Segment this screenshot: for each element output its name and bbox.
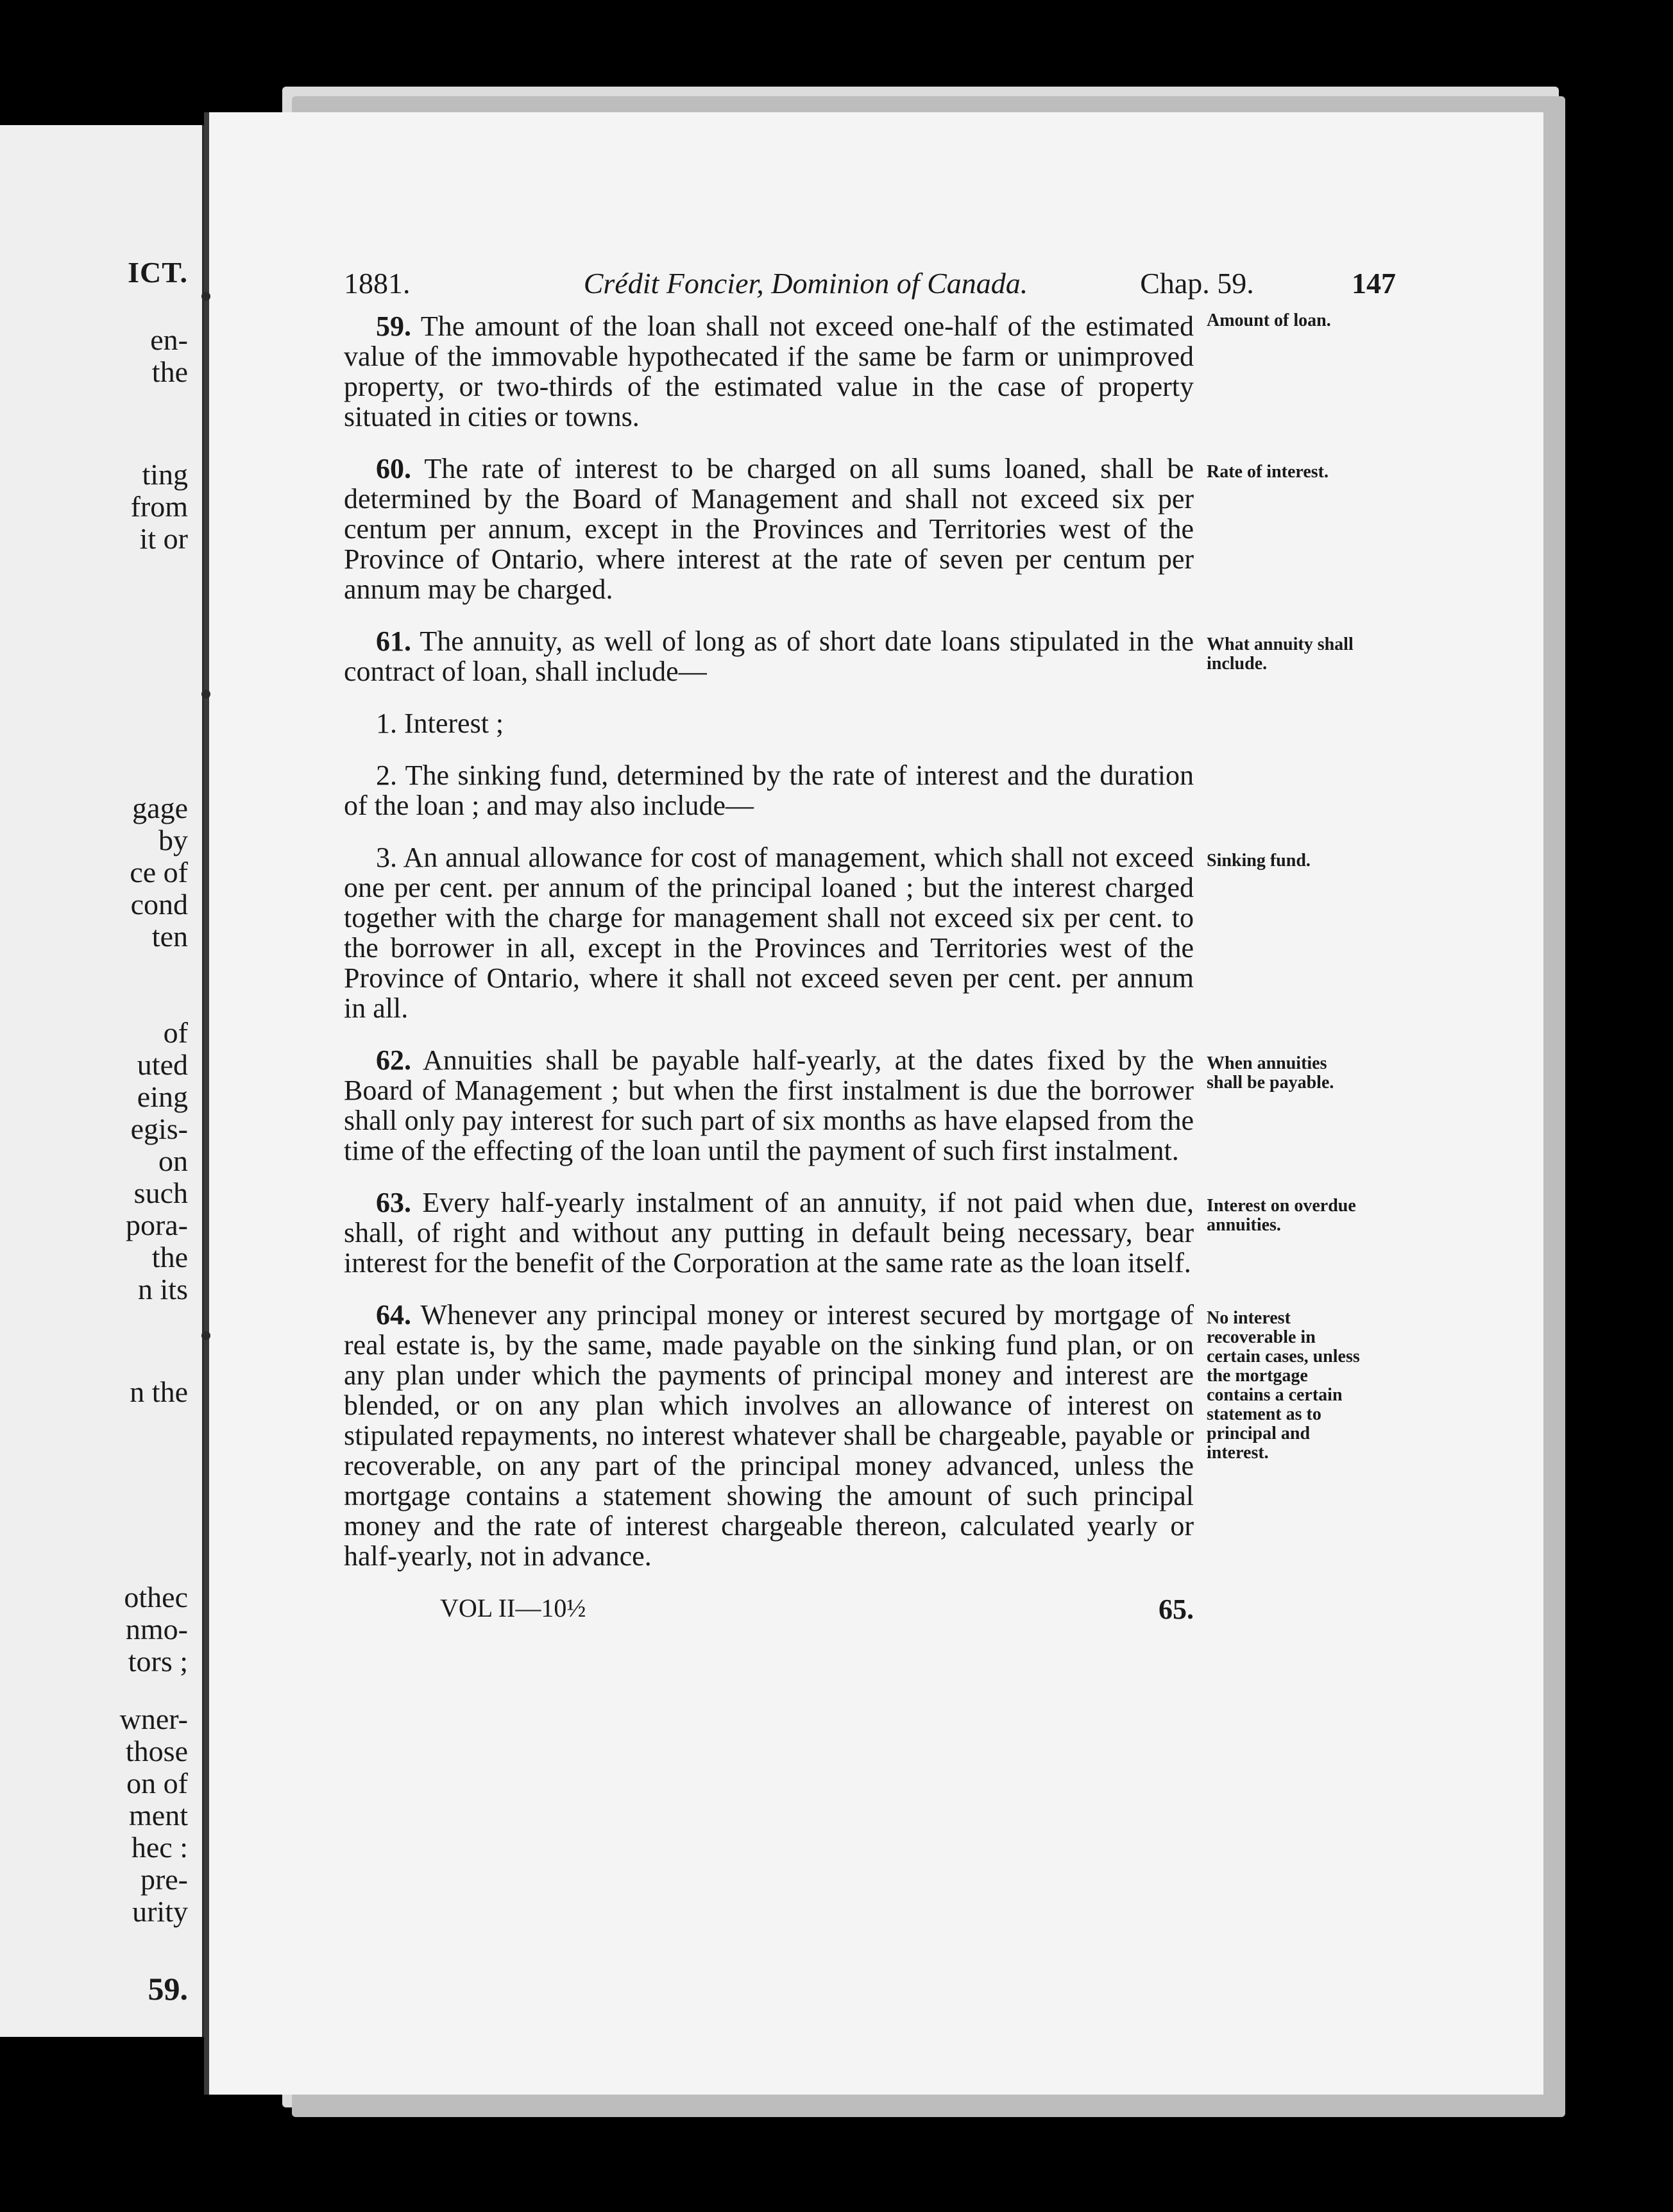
left-page-line: pora-	[125, 1209, 188, 1241]
section-number: 62.	[376, 1044, 411, 1076]
left-page-line: egis-	[130, 1112, 188, 1145]
section-62	[344, 1045, 1428, 1166]
left-page-line: hec :	[131, 1831, 188, 1864]
section-body	[344, 1187, 1194, 1278]
main-page	[204, 112, 1543, 2095]
header-chapter: Chap. 59.	[1140, 267, 1254, 300]
left-page-line: pre-	[140, 1863, 188, 1896]
left-page-footer-number: 59.	[148, 1971, 188, 2007]
header-year: 1881.	[344, 267, 411, 300]
margin-note: When annuities shall be payable.	[1207, 1053, 1334, 1093]
list-item-3	[344, 842, 1428, 1023]
left-page-line: of	[163, 1016, 188, 1049]
left-page-line: wner-	[119, 1703, 188, 1735]
left-page-line: cond	[130, 888, 188, 921]
header-page-number: 147	[1352, 267, 1396, 300]
left-page-line: tors ;	[128, 1645, 188, 1678]
section-number: 60.	[376, 453, 411, 484]
left-page-fragment	[0, 125, 206, 2037]
section-61	[344, 626, 1428, 686]
list-item-text: 2. The sinking fund, determined by the rate of interest and the duration of the loan ; and may also include—	[344, 760, 1194, 821]
section-text: The annuity, as well of long as of short date loans stipulated in the contract of loan, shall include—	[344, 625, 1194, 687]
left-page-line: eing	[137, 1080, 188, 1113]
left-page-line: ten	[151, 920, 188, 953]
sheet-number: 65.	[1159, 1594, 1194, 1625]
section-number: 64.	[376, 1299, 411, 1331]
left-page-line: nmo-	[125, 1613, 188, 1646]
section-text: The rate of interest to be charged on all sums loaned, shall be determined by the Board of Management and shall not exceed six per centum per annum, except in the Provinces and Territories west of the Province of Ontario, where interest at the rate of seven per centum per annum may be charged.	[344, 453, 1194, 605]
left-page-line: ting	[142, 458, 188, 491]
page-content	[344, 266, 1428, 1631]
margin-note: Sinking fund.	[1207, 851, 1311, 871]
header-title: Crédit Foncier, Dominion of Canada.	[583, 267, 1028, 300]
section-63	[344, 1187, 1428, 1278]
left-page-line: by	[158, 824, 188, 856]
binding-stitch-mark	[201, 1331, 210, 1340]
running-header	[344, 266, 1396, 311]
left-page-line: urity	[132, 1895, 188, 1928]
left-page-line: the	[151, 1241, 188, 1273]
list-item-text: 3. An annual allowance for cost of management, which shall not exceed one per cent. per annum of the principal loaned ; but the interest charged together with the charge for management shall not exceed six per cent. to the borrower in all, except in the Provinces and Territories west of the Province of Ontario, where it shall not exceed seven per cent. per annum in all.	[344, 842, 1194, 1024]
section-body	[344, 1045, 1194, 1166]
section-60	[344, 454, 1428, 604]
section-body	[344, 454, 1194, 604]
left-page-line: ment	[129, 1799, 188, 1832]
section-number: 63.	[376, 1187, 411, 1218]
left-page-line: those	[125, 1735, 188, 1767]
margin-note: Rate of interest.	[1207, 462, 1329, 482]
section-59	[344, 311, 1428, 432]
margin-note: What annuity shall include.	[1207, 634, 1354, 674]
left-page-line: on	[158, 1144, 188, 1177]
section-body	[344, 1300, 1194, 1571]
left-page-line: it or	[139, 522, 188, 555]
list-item-2	[344, 760, 1428, 821]
list-item-text: 1. Interest ;	[376, 708, 504, 739]
left-page-line: n the	[130, 1375, 188, 1408]
page-footer	[344, 1593, 1194, 1631]
left-page-line: n its	[138, 1273, 188, 1306]
volume-signature: VOL II—10½	[440, 1594, 586, 1622]
section-text: The amount of the loan shall not exceed one-half of the estimated value of the immovable hypothecated if the same be farm or unimproved property, or two-thirds of the estimated value in the case of property situated in cities or towns.	[344, 311, 1194, 432]
section-body	[344, 311, 1194, 432]
section-text: Annuities shall be payable half-yearly, at the dates fixed by the Board of Management ; but when the first instalment is due the borrower shall only pay interest for such part of six months as have elapsed from the time of the effecting of the loan until the payment of such first instalment.	[344, 1044, 1194, 1166]
section-body	[344, 626, 1194, 686]
list-item-1	[344, 708, 1428, 738]
section-number: 61.	[376, 625, 411, 657]
left-page-line: en-	[150, 323, 188, 356]
section-64	[344, 1300, 1428, 1571]
left-page-header-fragment: ICT.	[128, 256, 188, 289]
left-page-line: uted	[137, 1048, 188, 1081]
section-text: Every half-yearly instalment of an annuity, if not paid when due, shall, of right and without any putting in default being necessary, bear interest for the benefit of the Corporation at the same rate as the loan itself.	[344, 1187, 1194, 1279]
margin-note: Amount of loan.	[1207, 311, 1331, 330]
left-page-line: othec	[124, 1581, 188, 1613]
left-page-line: from	[130, 490, 188, 523]
left-page-line: the	[151, 355, 188, 388]
left-page-line: ce of	[130, 856, 188, 889]
left-page-line: gage	[132, 792, 188, 824]
section-text: Whenever any principal money or interest secured by mortgage of real estate is, by the same, made payable on the sinking fund plan, or on any plan under which the payments of principal money and interest are blended, or on any plan which involves an allowance of interest on stipulated repayments, no interest whatever shall be chargeable, payable or recoverable, on any part of the principal money advanced, unless the mortgage contains a statement showing the amount of such principal money and the rate of interest chargeable thereon, calculated yearly or half-yearly, not in advance.	[344, 1299, 1194, 1572]
binding-stitch-mark	[201, 292, 210, 301]
binding-stitch-mark	[201, 690, 210, 699]
margin-note: Interest on overdue annuities.	[1207, 1196, 1356, 1235]
section-number: 59.	[376, 311, 411, 342]
margin-note: No interest recoverable in certain cases, unless the mortgage contains a certain statement as to principal and interest.	[1207, 1308, 1360, 1463]
left-page-line: such	[133, 1177, 188, 1209]
left-page-line: on of	[126, 1767, 188, 1799]
